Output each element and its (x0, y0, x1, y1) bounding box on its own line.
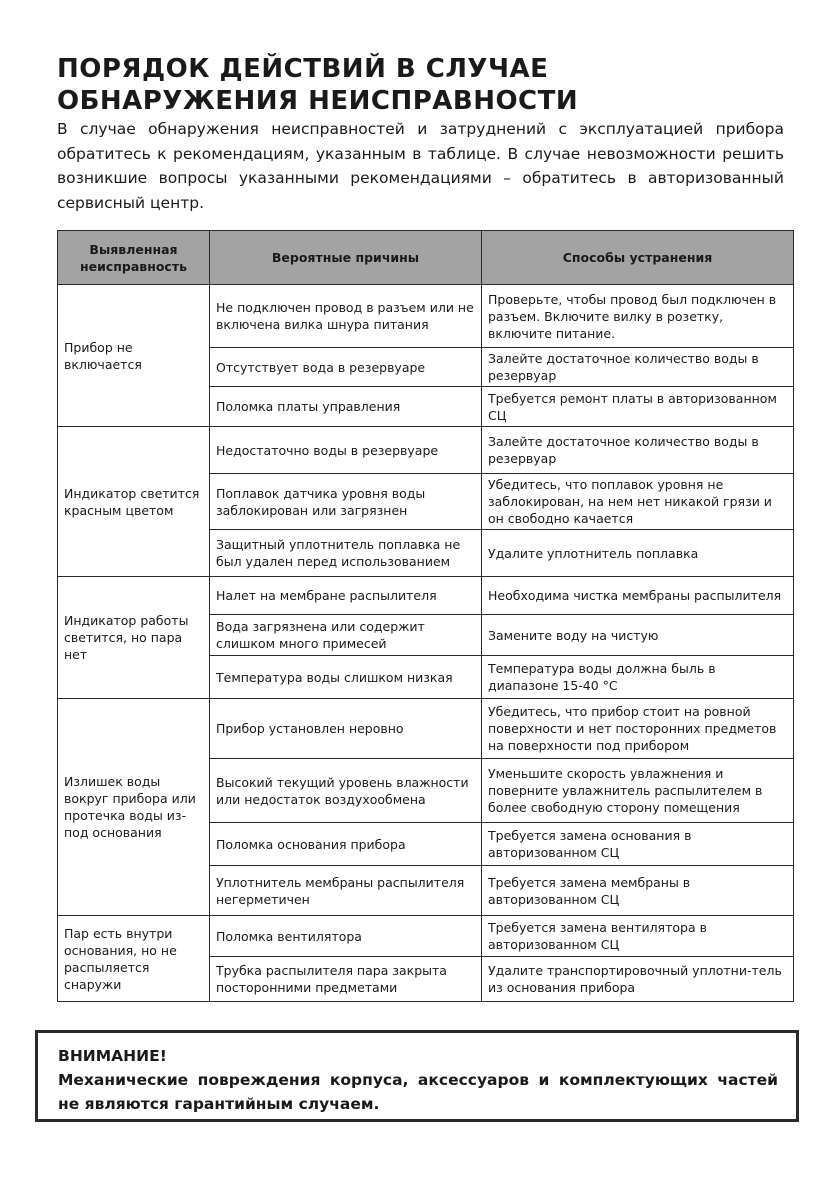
warning-title: ВНИМАНИЕ! (58, 1047, 167, 1065)
cause-cell: Температура воды слишком низкая (210, 656, 482, 699)
troubleshooting-table (57, 230, 794, 1002)
warning-box (35, 1030, 799, 1122)
solution-cell: Убедитесь, что поплавок уровня не заблокирован, на нем нет никакой грязи и он свободно качается (482, 474, 794, 530)
cause-cell: Высокий текущий уровень влажности или недостаток воздухообмена (210, 759, 482, 823)
solution-cell: Залейте достаточное количество воды в резервуар (482, 427, 794, 474)
solution-cell: Требуется замена мембраны в авторизованном СЦ (482, 866, 794, 916)
fault-cell: Индикатор светится красным цветом (58, 427, 210, 577)
fault-cell: Пар есть внутри основания, но не распыляется снаружи (58, 916, 210, 1002)
solution-cell: Удалите транспортировочный уплотни-тель из основания прибора (482, 957, 794, 1002)
cause-cell: Прибор установлен неровно (210, 699, 482, 759)
solution-cell: Требуется замена основания в авторизованном СЦ (482, 823, 794, 866)
cause-cell: Уплотнитель мембраны распылителя негерметичен (210, 866, 482, 916)
solution-cell: Необходима чистка мембраны распылителя (482, 577, 794, 615)
cause-cell: Недостаточно воды в резервуаре (210, 427, 482, 474)
fault-cell: Прибор не включается (58, 285, 210, 427)
solution-cell: Замените воду на чистую (482, 615, 794, 656)
table-row (58, 916, 794, 957)
header-fault: Выявленная неисправность (58, 231, 210, 285)
solution-cell: Залейте достаточное количество воды в резервуар (482, 348, 794, 387)
table-row (58, 699, 794, 759)
cause-cell: Поломка платы управления (210, 387, 482, 427)
header-cause: Вероятные причины (210, 231, 482, 285)
cause-cell: Не подключен провод в разъем или не включена вилка шнура питания (210, 285, 482, 348)
solution-cell: Проверьте, чтобы провод был подключен в разъем. Включите вилку в розетку, включите питание. (482, 285, 794, 348)
solution-cell: Температура воды должна быль в диапазоне 15-40 °С (482, 656, 794, 699)
table-header-row (58, 231, 794, 285)
page-title: ПОРЯДОК ДЕЙСТВИЙ В СЛУЧАЕ ОБНАРУЖЕНИЯ НЕИСПРАВНОСТИ (57, 54, 579, 116)
cause-cell: Трубка распылителя пара закрыта посторонними предметами (210, 957, 482, 1002)
header-solution: Способы устранения (482, 231, 794, 285)
cause-cell: Отсутствует вода в резервуаре (210, 348, 482, 387)
intro-paragraph: В случае обнаружения неисправностей и затруднений с эксплуатацией прибора обратитесь к рекомендациям, указанным в таблице. В случае невозможности решить возникшие вопросы указанными рекомендациями – обратитесь в авторизованный сервисный центр. (57, 120, 784, 212)
table-row (58, 577, 794, 615)
cause-cell: Поломка вентилятора (210, 916, 482, 957)
solution-cell: Требуется замена вентилятора в авторизованном СЦ (482, 916, 794, 957)
table-row (58, 427, 794, 474)
cause-cell: Защитный уплотнитель поплавка не был удален перед использованием (210, 530, 482, 577)
solution-cell: Требуется ремонт платы в авторизованном СЦ (482, 387, 794, 427)
cause-cell: Вода загрязнена или содержит слишком много примесей (210, 615, 482, 656)
warning-text: Механические повреждения корпуса, аксессуаров и комплектующих частей не являются гарантийным случаем. (58, 1071, 778, 1113)
cause-cell: Поломка основания прибора (210, 823, 482, 866)
cause-cell: Поплавок датчика уровня воды заблокирован или загрязнен (210, 474, 482, 530)
solution-cell: Убедитесь, что прибор стоит на ровной поверхности и нет посторонних предметов на поверхности под прибором (482, 699, 794, 759)
fault-cell: Излишек воды вокруг прибора или протечка воды из-под основания (58, 699, 210, 916)
table-row (58, 285, 794, 348)
fault-cell: Индикатор работы светится, но пара нет (58, 577, 210, 699)
solution-cell: Удалите уплотнитель поплавка (482, 530, 794, 577)
cause-cell: Налет на мембране распылителя (210, 577, 482, 615)
solution-cell: Уменьшите скорость увлажнения и поверните увлажнитель распылителем в более свободную сторону помещения (482, 759, 794, 823)
